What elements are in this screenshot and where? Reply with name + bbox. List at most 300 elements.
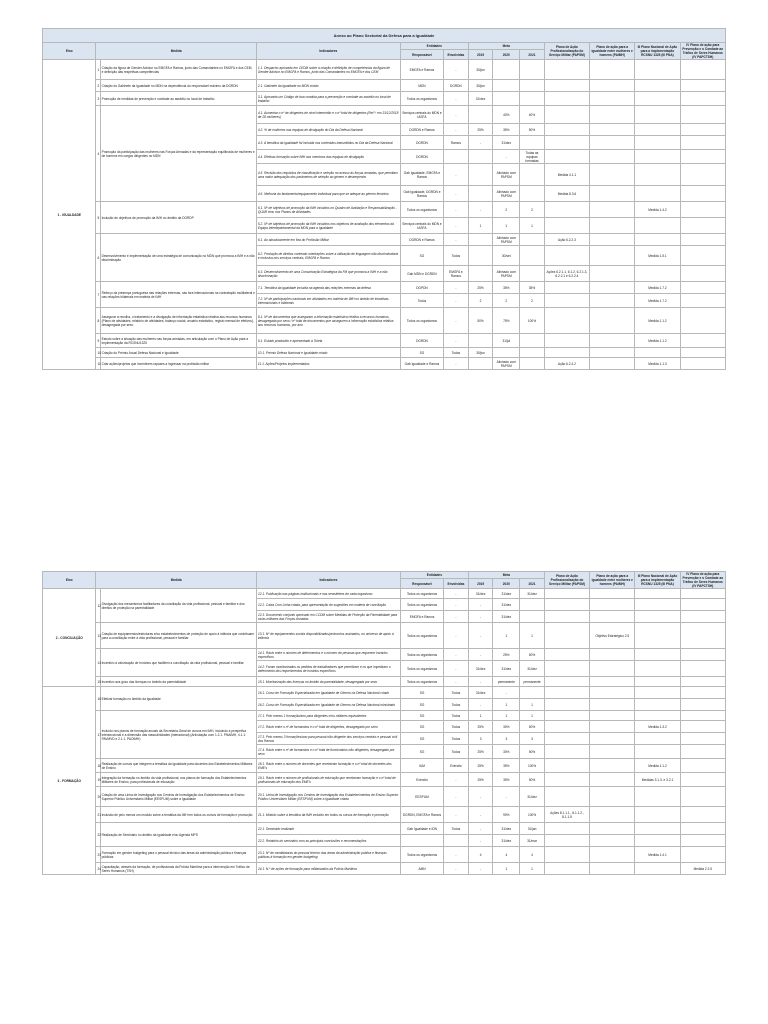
measure-number: 17 [96,711,100,759]
measure-number: 23 [96,847,100,863]
responsavel-cell: Todos os organismos [400,589,443,599]
papsm-cell [544,294,589,308]
meta-2020-cell: 90% [493,807,520,823]
meta-2020-cell: 4 [493,847,520,863]
paimh-cell [590,699,635,711]
meta-2020-cell [493,92,520,106]
envolvidas-cell: Exército [444,759,469,773]
meta-2021-cell: permanente [520,677,545,687]
papctsh-cell [680,745,725,759]
table-row [43,106,726,124]
meta-2020-cell: - [493,687,520,699]
meta-2019-cell: - [468,787,493,807]
plan-table-2 [42,571,726,875]
papctsh-cell [680,246,725,266]
indicator-cell: 6.1. Ao absolutamente em fixa do Profissão Militar [256,234,400,246]
responsavel-cell: Todos os organismos [400,599,443,611]
paimh-cell [590,661,635,677]
header-indicadores: Indicadores [256,572,400,589]
header-entidades: Entidades [400,572,468,579]
papctsh-cell [680,136,725,150]
paimh-cell [590,589,635,599]
responsavel-cell: SG [400,745,443,759]
meta-2021-cell: 4 [520,847,545,863]
pna-cell [635,92,680,106]
eixo-cell: 2 - CONCILIAÇÃO [43,589,96,687]
pna-cell [635,711,680,721]
measure-cell: Criar ações/projetos que incentivem rapazes a ingressar na profissão militar [100,358,256,370]
meta-2020-cell: 31/dez [493,661,520,677]
meta-2020-cell: 1 [493,711,520,721]
papsm-cell [544,721,589,733]
indicator-cell: 1.1. Despacho aprovado em CEDM sobre a criação e definição de competências da figura de Gender Advisor no EMGFA e Ramos, junto das Comandantes no EMGFA e dos CEM [256,60,400,80]
papctsh-cell [680,711,725,721]
meta-2019-cell [468,358,493,370]
indicator-cell: 6.2. Produção de direitos contendo orientações sobre a utilização de linguagem não discriminatória e inclusiva nos serviços centrais, EMGFA e Ramos [256,246,400,266]
meta-2021-cell [520,348,545,358]
meta-2019-cell: - [468,835,493,847]
meta-2021-cell: 100% [520,807,545,823]
meta-2019-cell: 31/dez [468,589,493,599]
pna-cell [635,234,680,246]
measure-cell: Criação do Prémio Anual Defesa Nacional e Igualdade [100,348,256,358]
indicator-cell: 23.1. Nº de candidaturas do pessoal técnico das áreas da administração pública e finanças públicas à formação em gender budgeting [256,847,400,863]
envolvidas-cell: - [444,294,469,308]
envolvidas-cell: - [444,60,469,80]
papctsh-cell [680,348,725,358]
pna-cell [635,266,680,282]
measure-number: 19 [96,773,100,787]
envolvidas-cell: - [444,282,469,294]
meta-2020-cell: 1 [493,863,520,875]
indicator-cell: 11.1. Ações/Projetos implementados [256,358,400,370]
pna-cell: Medida 1.1.2 [635,759,680,773]
papsm-cell: Ações 8.1.1.1., 8.1.1.2., 8.1.1.5 [544,807,589,823]
pna-cell [635,677,680,687]
meta-2019-cell: 30/jun [468,348,493,358]
indicator-cell: 16.2. Curso de Formação Especializada em Igualdade de Género na Defesa Nacional ministrado [256,699,400,711]
indicator-cell: 5.2. Nº de objetivos de promoção da IMH incluídos nos objetivos de avaliação dos elementos da Equipa Interdepartamental da MDN para a Igualdade [256,218,400,234]
papsm-cell [544,823,589,835]
envolvidas-cell: - [444,677,469,687]
pna-cell [635,164,680,186]
indicator-cell: 3.1. Aprovado um Código de boa conduta para a prevenção e combate ao assédio no local de trabalho [256,92,400,106]
papctsh-cell [680,677,725,687]
meta-2019-cell: - [468,136,493,150]
measure-number: 10 [96,348,100,358]
header-papctsh: IV Plano de ação para Prevenção e o Combate ao Tráfico de Seres Humanos (IV PAPCTSH) [680,572,725,589]
envolvidas-cell: - [444,124,469,136]
table-row [43,202,726,218]
papsm-cell [544,773,589,787]
papsm-cell [544,92,589,106]
papctsh-cell [680,733,725,745]
responsavel-cell: MDN [400,80,443,92]
paimh-cell [590,282,635,294]
pna-cell [635,186,680,202]
paimh-cell [590,124,635,136]
measure-cell: Divulgação dos mecanismos facilitadores da conciliação da vida profissional, pessoal e familiar e dos direitos de proteção na parentalidade [100,589,256,623]
table-row [43,589,726,599]
meta-2019-cell: 2 [468,294,493,308]
table-row [43,92,726,106]
table-row [43,358,726,370]
header-pna: III Plano Nacional de Ação para a implementação RCSNU 1325 (III PNA) [635,572,680,589]
envolvidas-cell: - [444,599,469,611]
papctsh-cell [680,823,725,835]
meta-2021-cell [520,60,545,80]
meta-2019-cell [468,150,493,164]
header-2019: 2019 [468,50,493,60]
papctsh-cell [680,687,725,699]
papctsh-cell [680,60,725,80]
meta-2021-cell: 2 [520,202,545,218]
pna-cell [635,136,680,150]
measure-number: 13 [96,623,100,649]
envolvidas-cell: - [444,92,469,106]
papctsh-cell [680,202,725,218]
measure-cell: Promoção de medidas de prevenção e combate ao assédio no local de trabalho [100,92,256,106]
header-meta: Meta [468,43,544,50]
envolvidas-cell: Todos [444,699,469,711]
papctsh-cell [680,661,725,677]
papsm-cell [544,863,589,875]
table-row [43,711,726,721]
measure-cell: Assegurar a recolha, o tratamento e a divulgação de informação estatística relativa aos recursos humanos (Plano de atividades, relatório de atividades, balanço social, anuário estatístico, registo mensal de efetivos), desagregada por sexo [100,308,256,334]
responsavel-cell: Gab Igualdade e Ramos [400,358,443,370]
meta-2019-cell: 25% [468,773,493,787]
indicator-cell: 17.1. Pelo menos 1 formação/ano para dirigentes e/ou militares equivalentes [256,711,400,721]
measure-number: 6 [96,234,100,282]
pna-cell: Medida 1.5.1 [635,246,680,266]
paimh-cell [590,599,635,611]
pna-cell [635,699,680,711]
responsavel-cell: Gab Igualdade, DGRDN e Ramos [400,186,443,202]
papsm-cell [544,150,589,164]
papsm-cell [544,687,589,699]
papctsh-cell [680,334,725,348]
meta-2020-cell: 31/dez [493,589,520,599]
meta-2021-cell [520,186,545,202]
indicator-cell: 6.3. Desenvolvimento de uma Comunicação Estratégica da FM que promova a IMH e a não discriminação [256,266,400,282]
eixo-cell: 1 - IGUALDADE [43,60,96,370]
responsavel-cell: EMGFA e Ramos [400,60,443,80]
table-page-2 [42,571,726,875]
papctsh-cell [680,150,725,164]
papctsh-cell [680,599,725,611]
responsavel-cell: Todos os organismos [400,308,443,334]
papsm-cell [544,308,589,334]
table-row [43,80,726,92]
indicator-cell: 12.2. Caixa Com Linha criada, para apresentação de sugestões em matéria de conciliação [256,599,400,611]
plan-table-1 [42,28,726,370]
paimh-cell [590,234,635,246]
measure-cell: Efetivar formação no âmbito da Igualdade [100,687,256,711]
header-paimh: Plano de ação para a igualdade entre mulheres e homens (PAIMH) [590,43,635,60]
responsavel-cell: AMN [400,863,443,875]
paimh-cell [590,294,635,308]
table-row [43,787,726,807]
papctsh-cell [680,266,725,282]
header-responsavel: Responsável [400,50,443,60]
envolvidas-cell: Todos [444,733,469,745]
measure-cell: Realização de cursos que integrem a temática da Igualdade para docentes dos Estabelecimentos Militares de Ensino [100,759,256,773]
meta-2021-cell: 1 [520,218,545,234]
meta-2019-cell: - [468,823,493,835]
responsavel-cell: Todos os organismos [400,847,443,863]
meta-2021-cell: 100% [520,308,545,334]
paimh-cell [590,721,635,733]
papctsh-cell [680,699,725,711]
meta-2021-cell: 35% [520,282,545,294]
papctsh-cell [680,80,725,92]
responsavel-cell: SG [400,699,443,711]
header-entidades: Entidades [400,43,468,50]
papctsh-cell [680,124,725,136]
envolvidas-cell: Todos [444,823,469,835]
eixo-cell: 3 - FORMAÇÃO [43,687,96,875]
table-row [43,773,726,787]
envolvidas-cell: - [444,358,469,370]
header-2020: 2020 [493,579,520,589]
indicator-cell: 4.2. % de mulheres nas equipas de divulgação do Dia da Defesa Nacional [256,124,400,136]
table-row [43,807,726,823]
measure-cell: Promoção da participação das mulheres nas Forças Armadas e da representação equilibrada de mulheres e de homens em cargos dirigentes no MDN [100,106,256,202]
meta-2020-cell [493,348,520,358]
responsavel-cell: SG [400,687,443,699]
measure-number: 20 [96,787,100,807]
paimh-cell [590,759,635,773]
indicator-cell: 22.1. Seminário realizado [256,823,400,835]
pna-cell [635,348,680,358]
responsavel-cell: SG [400,246,443,266]
papctsh-cell: Medida 2.2.5 [680,863,725,875]
meta-2020-cell: 35% [493,759,520,773]
measure-cell: Estudo sobre a situação das mulheres nas forças armadas, em articulação com o Plano de Ação para a implementação da RCSNU1325 [100,334,256,348]
meta-2019-cell: 1 [468,711,493,721]
table-row [43,334,726,348]
meta-2021-cell: 31/jan [520,823,545,835]
meta-2021-cell [520,687,545,699]
meta-2019-cell: - [468,599,493,611]
table-row [43,60,726,80]
responsavel-cell: Serviços centrais do MDN e IASFA [400,218,443,234]
meta-2021-cell: 1 [520,863,545,875]
pna-cell: Medida 1.4.1 [635,847,680,863]
envolvidas-cell: Todos [444,721,469,733]
pna-cell: Medida 1.1.2 [635,334,680,348]
responsavel-cell: Todos os organismos [400,92,443,106]
pna-cell [635,807,680,823]
table-row [43,623,726,649]
paimh-cell [590,348,635,358]
meta-2019-cell: 31/dez [468,92,493,106]
paimh-cell [590,60,635,80]
measure-number: 14 [96,649,100,677]
papctsh-cell [680,589,725,599]
papctsh-cell [680,807,725,823]
meta-2021-cell [520,358,545,370]
indicator-cell: 19.1. Rácio entre o número de profissionais de educação que receberam formação e o nº total de profissionais de educação dos EME's [256,773,400,787]
paimh-cell [590,308,635,334]
meta-2020-cell: 31/dez [493,599,520,611]
pna-cell [635,863,680,875]
meta-2021-cell: 31/mar [520,835,545,847]
indicator-cell: 22.2. Relatório do seminário com as principais conclusões e recomendações [256,835,400,847]
meta-2020-cell: 31/dez [493,611,520,623]
indicator-cell: 18.1. Rácio entre o número de docentes que receberam formação e o nº total de docentes dos EME's [256,759,400,773]
header-eixo: Eixo [43,572,96,589]
meta-2021-cell [520,599,545,611]
table-row [43,863,726,875]
meta-2019-cell: - [468,611,493,623]
measure-number: 4 [96,106,100,202]
pna-cell [635,80,680,92]
papctsh-cell [680,649,725,661]
measure-cell: Criação da figura de Gender Advisor no EMGFA e Ramos, junto das Comandantes no EMGFA e dos CEM, e definição das respetivas competências [100,60,256,80]
indicator-cell: 4.6. Melhoria do fardamento/equipamento individual para que se adeque ao género feminino [256,186,400,202]
meta-2020-cell: Alinhado com PAPSM [493,234,520,246]
papctsh-cell [680,294,725,308]
envolvidas-cell: - [444,623,469,649]
papctsh-cell [680,623,725,649]
responsavel-cell: Todos os organismos [400,623,443,649]
measure-cell: Criação de equipamentos/estruturas e/ou estabelecimentos de proteção de apoio à infância que contribuam para a conciliação entre a vida profissional, pessoal e familiar [100,623,256,649]
meta-2019-cell: 4 [468,847,493,863]
meta-2021-cell: 50% [520,124,545,136]
meta-2019-cell: - [468,649,493,661]
indicator-cell: 14.2. Foram monitorizados os pedidos de trabalhadores que permitiram e os que impediram o deferimento dos requerimentos de horários específicos [256,661,400,677]
papsm-cell [544,218,589,234]
paimh-cell [590,847,635,863]
meta-2021-cell: 1 [520,711,545,721]
pna-cell: Medida 1.4.2 [635,202,680,218]
measure-number: 7 [96,282,100,308]
meta-2021-cell: 50% [520,745,545,759]
papctsh-cell [680,186,725,202]
meta-2020-cell: 40% [493,106,520,124]
indicator-cell: 24.1. N.º de ações de formação para militarizados da Polícia Marítima [256,863,400,875]
pna-cell [635,649,680,661]
envolvidas-cell: - [444,649,469,661]
measure-cell: Inclusão de pelo menos um módulo sobre a temática da IMH em todos os cursos de formação e promoção [100,807,256,823]
meta-2019-cell: - [468,807,493,823]
pna-cell [635,787,680,807]
indicator-cell: 4.5. Revisão dos requisitos de classificação e seleção no acesso às forças armadas, que permitam uma maior adequação dos parâmetros de seleção ao género e desempenho [256,164,400,186]
table-row [43,759,726,773]
paimh-cell [590,164,635,186]
measure-number: 21 [96,807,100,823]
header-papsm: Plano de Ação Profissionalização do Serviço Militar (PAPSM) [544,43,589,60]
meta-2019-cell [468,266,493,282]
responsavel-cell: SG [400,721,443,733]
envolvidas-cell: - [444,334,469,348]
header-meta: Meta [468,572,544,579]
papctsh-cell [680,308,725,334]
responsavel-cell: DGPDN [400,282,443,294]
header-papctsh: IV Plano de ação para Prevenção e o Combate ao Tráfico de Seres Humanos (IV PAPCTSH) [680,43,725,60]
envolvidas-cell: - [444,186,469,202]
pna-cell [635,150,680,164]
envolvidas-cell: EMGFA e Ramos [444,266,469,282]
measure-cell: Criação do Gabinete da Igualdade no MDN na dependência do responsável máximo da DGRDN [100,80,256,92]
meta-2020-cell: - [493,787,520,807]
paimh-cell [590,807,635,823]
indicator-cell: 7.2. Nº de participações nacionais em atividades em matéria de IMH no âmbito de iniciativas internacionais e bilaterais [256,294,400,308]
envolvidas-cell: - [444,863,469,875]
paimh-cell [590,745,635,759]
meta-2021-cell [520,136,545,150]
meta-2021-cell: 50% [520,773,545,787]
pna-cell: Medida 1.7.2 [635,282,680,294]
meta-2021-cell [520,234,545,246]
indicator-cell: 20.1. Linha de Investigação nos Centros de Investigação dos Estabelecimentos de Ensino Superior Público Universitário Militar (EESPUM) sobre a Igualdade criada [256,787,400,807]
papsm-cell [544,106,589,124]
envolvidas-cell: - [444,787,469,807]
table-row [43,649,726,661]
indicator-cell: 16.1. Curso de Formação Especializada em Igualdade de Género na Defesa Nacional criado [256,687,400,699]
meta-2019-cell: 25% [468,124,493,136]
papsm-cell [544,60,589,80]
papsm-cell [544,80,589,92]
envolvidas-cell: Todos [444,246,469,266]
paimh-cell [590,358,635,370]
paimh-cell [590,649,635,661]
meta-2020-cell: 3 [493,733,520,745]
pna-cell [635,106,680,124]
paimh-cell [590,334,635,348]
papctsh-cell [680,773,725,787]
papsm-cell [544,787,589,807]
indicator-cell: 7.1. Temática da igualdade incluída na agenda das relações externas da defesa [256,282,400,294]
paimh-cell [590,186,635,202]
measure-cell: Desenvolvimento e implementação de uma estratégia de comunicação no MDN que promova a IMH e a não discriminação [100,234,256,282]
meta-2021-cell: Todas as equipas formadas [520,150,545,164]
papsm-cell: Medida 4.1.1 [544,164,589,186]
papsm-cell: Ação 6.2.4.2 [544,358,589,370]
meta-2019-cell: 30/jun [468,80,493,92]
papsm-cell [544,589,589,599]
paimh-cell [590,711,635,721]
indicator-cell: 17.3. Pelo menos 3 formações/ano para pessoal não dirigente dos serviços centrais e pessoal civil dos Ramos [256,733,400,745]
measure-cell: Formação em gender budgeting para o pessoal técnico das áreas da administração pública e finanças públicas [100,847,256,863]
responsavel-cell: Gab MDN e DGRDN [400,266,443,282]
indicator-cell: 15.1. Monitorização das licenças no âmbito da parentalidade, desagregada por sexo [256,677,400,687]
responsavel-cell: DGRDN, EMGFA e Ramos [400,807,443,823]
pna-cell [635,687,680,699]
papsm-cell: Medida 8.3.6 [544,186,589,202]
pna-cell [635,124,680,136]
envolvidas-cell: - [444,773,469,787]
envolvidas-cell: Todos [444,687,469,699]
envolvidas-cell: - [444,611,469,623]
meta-2019-cell: - [468,623,493,649]
meta-2021-cell: 2 [520,294,545,308]
envolvidas-cell: - [444,847,469,863]
meta-2020-cell: Alinhado com PAPSM [493,164,520,186]
measure-cell: Incluído nos planos de formação anuais da Secretaria-Geral de cursos em IMH, incluindo a perspetiva interseccional e a dimensão das masculinidades (Interacional) (Articulação com 1.2.1. PNAIMH, 4.1.1. PAVMVD e 2.1.1. PAOIMH) [100,711,256,759]
pna-cell [635,589,680,599]
indicator-cell: 17.2. Rácio entre o nº de formandos e o nº total de dirigentes, desagregado por sexo [256,721,400,733]
meta-2020-cell: 31/dez [493,835,520,847]
meta-2020-cell: 31/dez [493,136,520,150]
paimh-cell [590,246,635,266]
measure-number: 18 [96,759,100,773]
header-responsavel: Responsável [400,579,443,589]
header-eixo: Eixo [43,43,96,60]
paimh-cell [590,266,635,282]
measure-number: 22 [96,823,100,847]
